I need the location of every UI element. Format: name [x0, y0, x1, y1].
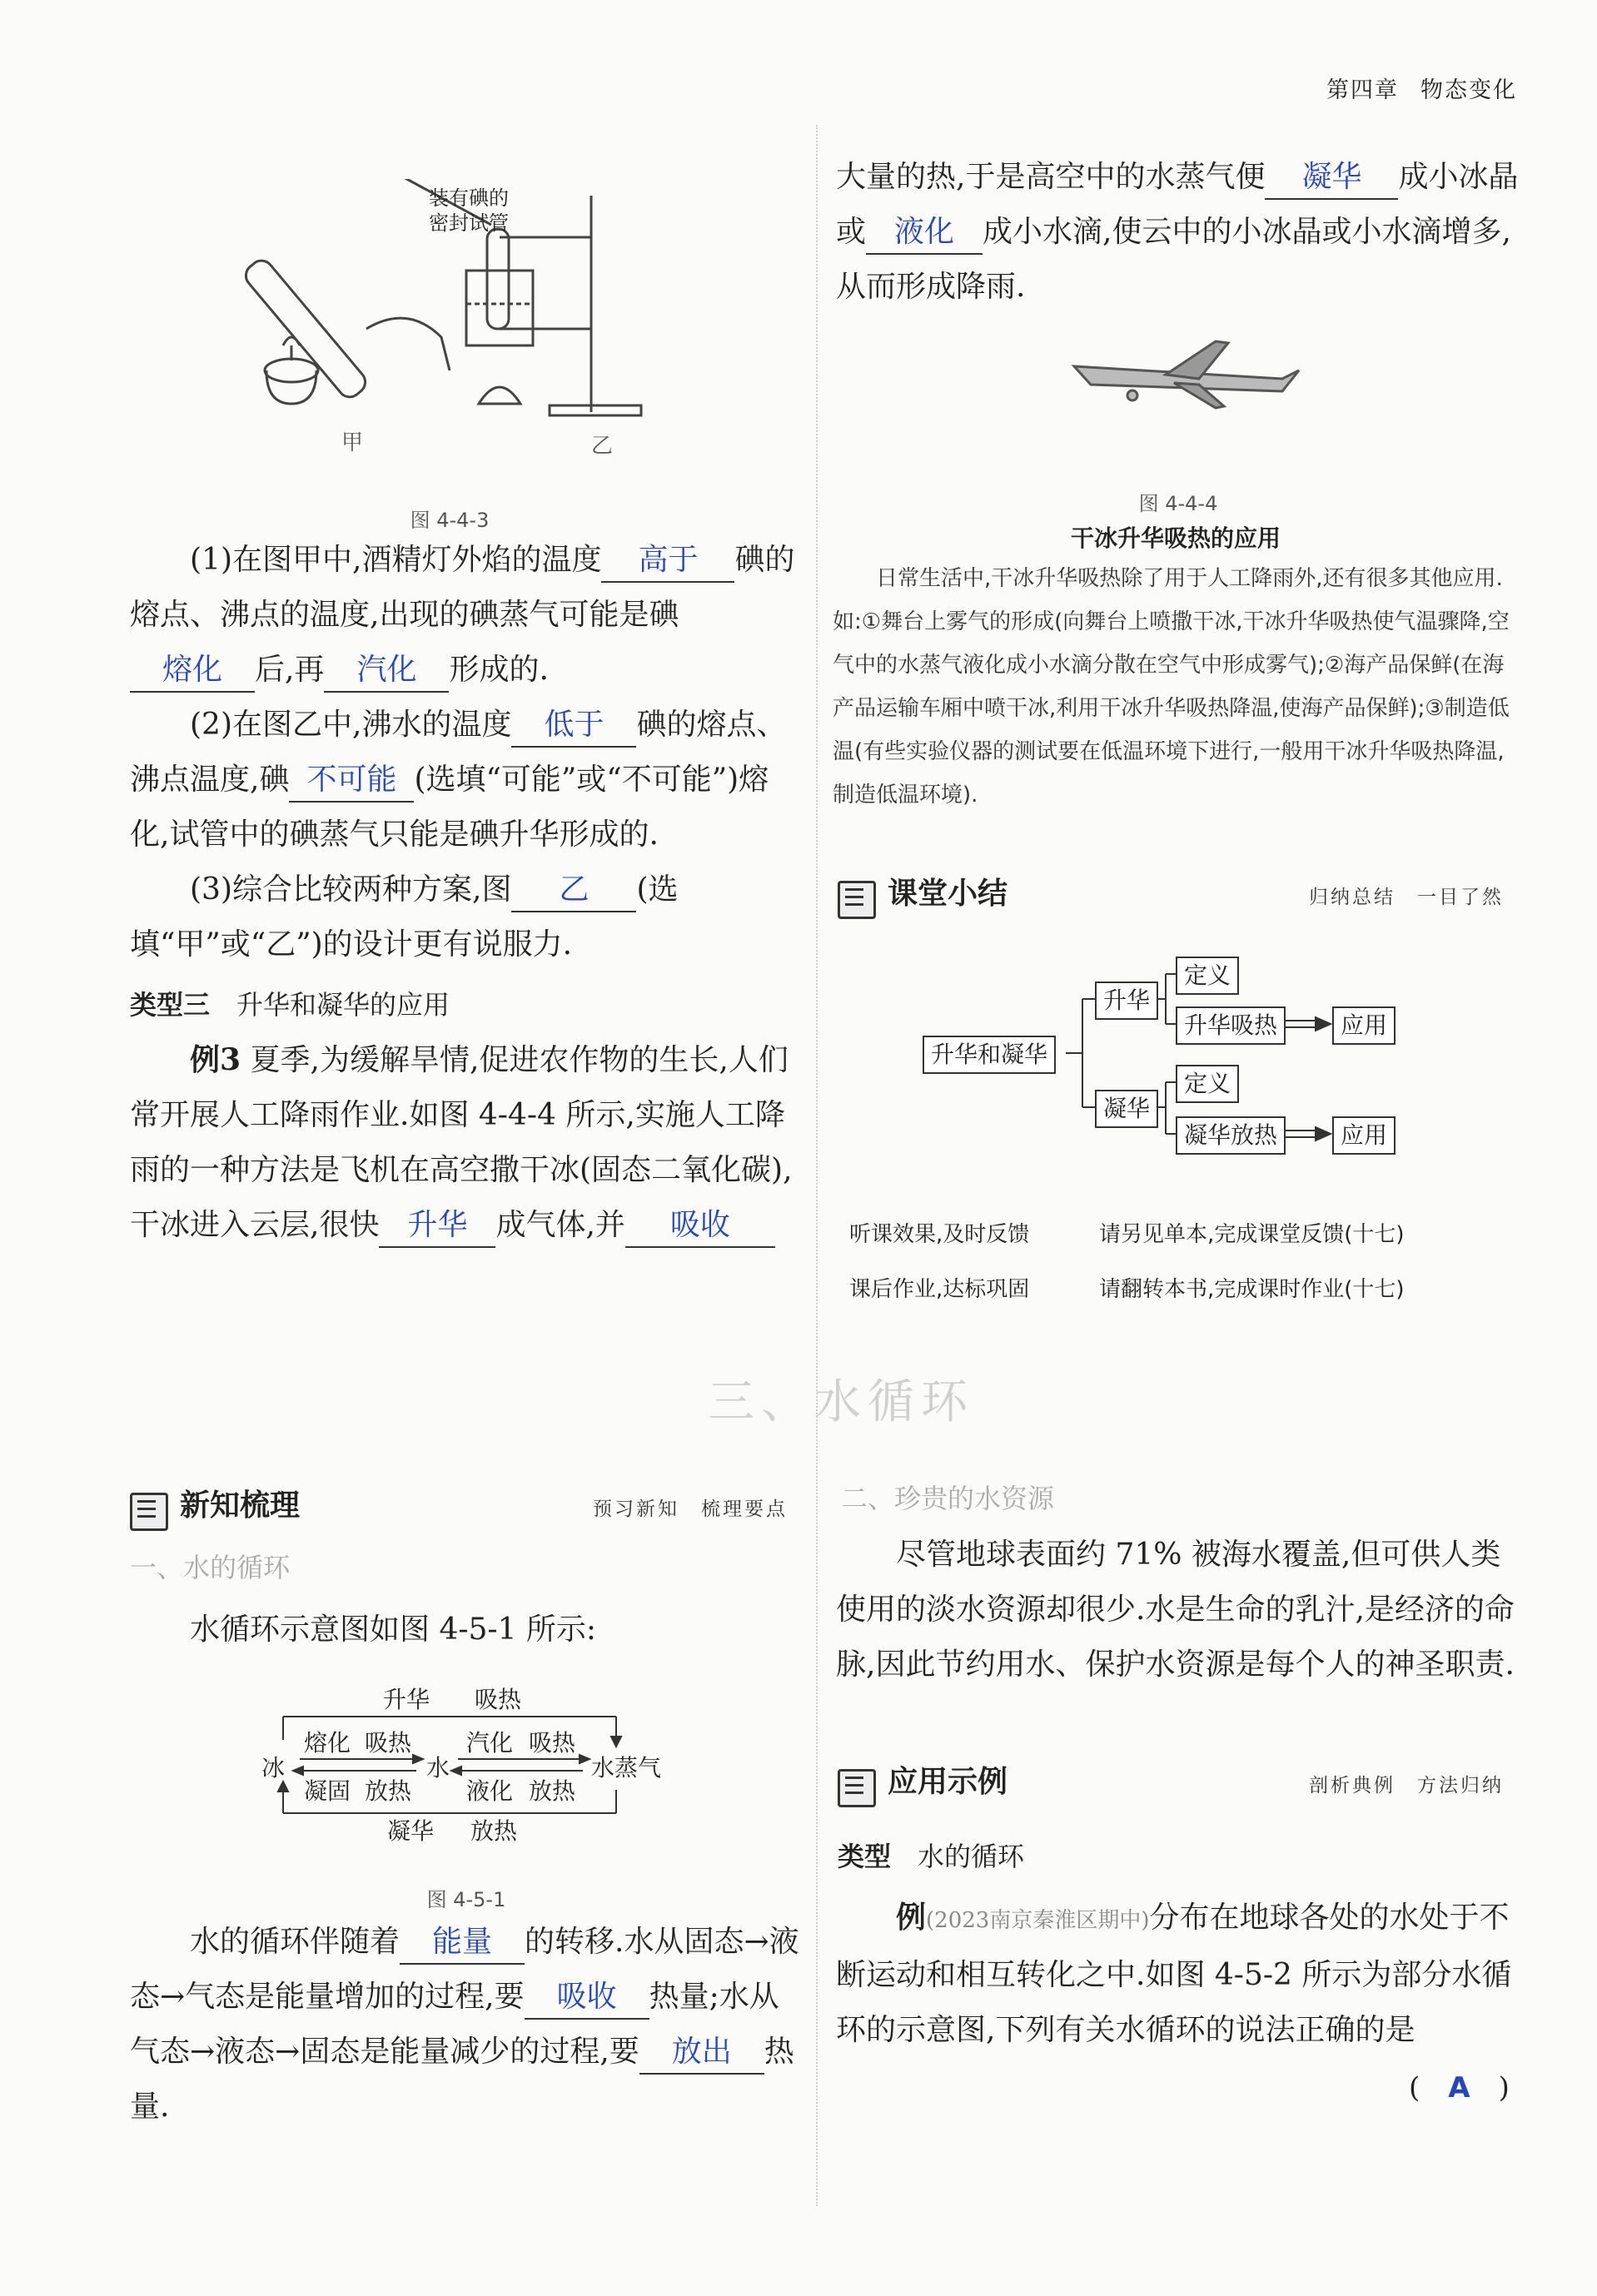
figure-4-4-3-caption: 图 4-4-3 [410, 509, 490, 532]
type3-heading [130, 977, 803, 1032]
figure-label-b: 乙 [591, 434, 614, 459]
qcycle-text-mid1: 的转移.水从固态→液态→气态是能量增加的过程,要 [130, 1925, 799, 2014]
q1-text-mid2: 后,再 [255, 653, 325, 687]
qcycle-text-post: 热量. [130, 2035, 794, 2124]
feedback-line-1 [849, 1207, 1515, 1262]
water-resource-text: 尽管地球表面约 71% 被海水覆盖,但可供人类使用的淡水资源却很少.水是生命的乳汁,是经济的命脉,因此节约用水、保护水资源是每个人的神圣职责. [836, 1538, 1515, 1682]
q1-text-post: 形成的. [449, 653, 549, 687]
apply-header [838, 1758, 1512, 1807]
summary-release-heat: 凝华放热 [1176, 1116, 1286, 1155]
summary-absorb-heat: 升华吸热 [1176, 1006, 1286, 1045]
summary-node-sublimation: 升华 [1095, 982, 1158, 1020]
feedback-line-2 [849, 1262, 1515, 1317]
feedback-1-left: 听课效果,及时反馈 [849, 1222, 1030, 1247]
q1-answer-3: 汽化 [324, 649, 449, 693]
q1-answer-1: 高于 [601, 539, 734, 583]
question-2 [130, 698, 803, 862]
apply-title: 应用示例 [888, 1765, 1008, 1799]
airplane-illustration [1057, 333, 1307, 416]
dry-ice-text: 日常生活中,干冰升华吸热除了用于人工降雨外,还有很多其他应用.如:①舞台上雾气的形成(向舞台上喷撒干冰,干冰升华吸热使气温骤降,空气中的水蒸气液化成小水滴分散在空气中形成雾气);②海产品保鲜(在海产品运输车厢中喷干冰,利用干冰升华吸热降温,使海产品保鲜);③制造低温(有些实验仪器的测试要在低温环境下进行,一般用干冰升华吸热降温,制造低温环境). [833, 566, 1510, 808]
water-resource-text-block [836, 1528, 1519, 1692]
summary-root: 升华和凝华 [923, 1036, 1056, 1074]
question-1 [130, 533, 803, 698]
cycle-r2a: 凝固 [304, 1777, 351, 1805]
feedback-1-right: 请另见单本,完成课堂反馈(十七) [1099, 1222, 1405, 1247]
q1-text-pre: (1)在图甲中,酒精灯外焰的温度 [190, 543, 602, 577]
feedback-2-right: 请翻转本书,完成课时作业(十七) [1099, 1277, 1405, 1302]
apply-type-title: 水的循环 [918, 1841, 1025, 1872]
new-knowledge-header [130, 1482, 796, 1531]
page-header [1305, 72, 1517, 104]
water-cycle-question-text [130, 1915, 803, 2134]
qcycle-text-pre: 水的循环伴随着 [190, 1925, 400, 1959]
qcycle-text-mid2: 热量;水从气态→液态→固态是能量减少的过程,要 [130, 1980, 779, 2069]
apply-example [836, 1890, 1519, 2058]
apply-example-label: 例 [896, 1900, 927, 1935]
ex3-answer-2: 吸收 [625, 1205, 775, 1248]
q1-text-mid1: 碘的熔点、沸点的温度,出现的碘蒸气可能是碘 [130, 543, 795, 632]
new-knowledge-icon [130, 1493, 168, 1531]
ex3-continued [836, 150, 1519, 315]
qcycle-answer-1: 能量 [400, 1921, 525, 1965]
apply-type-label: 类型 [838, 1841, 892, 1872]
summary-node-desublimation: 凝华 [1095, 1090, 1158, 1128]
figure-4-4-3 [200, 179, 666, 459]
apply-example-body: 分布在地球各处的水处于不断运动和相互转化之中.如图 4-5-2 所示为部分水循环的示意图,下列有关水循环的说法正确的是 [836, 1901, 1512, 2047]
summary-definition-1: 定义 [1176, 957, 1239, 995]
ex3-text-mid2: 大量的热,于是高空中的水蒸气便 [836, 160, 1266, 194]
q2-text-post: (选填“可能”或“不可能”)熔化,试管中的碘蒸气只能是碘升华形成的. [130, 763, 769, 852]
answer-choice: A [1448, 2071, 1470, 2105]
cycle-r1b: 吸热 [365, 1729, 412, 1757]
summary-subtitle: 归纳总结 一目了然 [1309, 887, 1504, 908]
summary-definition-2: 定义 [1176, 1065, 1239, 1103]
apply-example-text [836, 1890, 1519, 2058]
water-cycle-question [130, 1915, 803, 2134]
cycle-r1a: 熔化 [304, 1729, 351, 1757]
ex3-text-mid1: 成气体,并 [495, 1208, 625, 1242]
summary-diagram [916, 949, 1482, 1165]
ex3-continued-text [836, 150, 1519, 315]
ex3-label: 例3 [190, 1042, 241, 1077]
cycle-vapor: 水蒸气 [591, 1754, 662, 1782]
cycle-r1d: 吸热 [529, 1729, 576, 1757]
chapter-title: 物态变化 [1420, 77, 1517, 103]
q2-text-pre: (2)在图乙中,沸水的温度 [190, 708, 512, 742]
water-cycle-subheading: 一、水的循环 [130, 1552, 291, 1583]
figure-4-4-4 [1057, 333, 1307, 416]
cycle-r2d: 放热 [529, 1777, 576, 1805]
answer-bracket: ( A ) [1409, 2071, 1510, 2105]
new-knowledge-title: 新知梳理 [180, 1488, 301, 1523]
water-resource-subheading: 二、珍贵的水资源 [841, 1483, 1055, 1514]
example-3 [130, 1032, 803, 1253]
new-knowledge-subtitle: 预习新知 梳理要点 [593, 1498, 788, 1520]
cycle-bottom-2: 放热 [470, 1817, 518, 1845]
figure-4-4-4-caption: 图 4-4-4 [1138, 492, 1218, 515]
question-3 [130, 862, 803, 972]
q3-answer-1: 乙 [511, 869, 636, 912]
summary-title: 课堂小结 [888, 877, 1008, 911]
ex3-text1: 夏季,为缓解旱情,促进农作物的生长,人们常开展人工降雨作业.如图 4-4-4 所示,实施人工降雨的一种方法是飞机在高空撒干冰(固态二氧化碳),干冰进入云层,很快 [130, 1043, 793, 1242]
q2-answer-2: 不可能 [289, 759, 414, 803]
apply-subtitle: 剖析典例 方法归纳 [1309, 1775, 1504, 1797]
figure-label-a: 甲 [341, 430, 364, 455]
q2-text-mid1: 碘的熔点、沸点温度,碘 [130, 708, 787, 797]
cycle-r1c: 汽化 [466, 1729, 514, 1757]
chapter-label: 第四章 [1326, 77, 1399, 103]
column-divider [816, 125, 818, 2206]
apply-icon [838, 1769, 876, 1807]
q3-text-post: (选填“甲”或“乙”)的设计更有说服力. [130, 872, 679, 962]
cycle-ice: 冰 [261, 1754, 286, 1782]
qcycle-answer-2: 吸收 [525, 1976, 649, 2020]
cycle-r2b: 放热 [365, 1777, 412, 1805]
q3-text-pre: (3)综合比较两种方案,图 [190, 872, 512, 907]
water-cycle-intro: 水循环示意图如图 4-5-1 所示: [190, 1613, 597, 1647]
ex3-answer-1: 升华 [379, 1205, 495, 1248]
ex3-answer-4: 液化 [866, 211, 983, 255]
cycle-water: 水 [426, 1754, 450, 1782]
type3-label: 类型三 [130, 989, 211, 1021]
q2-answer-1: 低于 [511, 704, 636, 748]
figure-4-5-1-caption: 图 4-5-1 [426, 1888, 506, 1911]
dry-ice-title: 干冰升华吸热的应用 [1070, 524, 1281, 552]
summary-icon [838, 881, 876, 919]
summary-application-2: 应用 [1332, 1116, 1396, 1155]
summary-application-1: 应用 [1332, 1006, 1396, 1045]
apply-example-source: (2023南京秦淮区期中) [926, 1908, 1150, 1933]
cycle-top-1: 升华 [383, 1686, 430, 1713]
tube-label [429, 186, 509, 236]
qcycle-answer-3: 放出 [639, 2031, 764, 2075]
feedback-lines [849, 1207, 1515, 1317]
feedback-2-left: 课后作业,达标巩固 [849, 1277, 1030, 1302]
ex3-answer-3: 凝华 [1265, 157, 1398, 200]
ex3-text-post: 成小水滴,使云中的小冰晶或小水滴增多,从而形成降雨. [836, 215, 1511, 304]
tube-label-line2: 密封试管 [429, 211, 509, 235]
summary-header [838, 870, 1512, 919]
ex3-text-mid3: 成小冰晶或 [836, 160, 1519, 249]
section-title: 三、水循环 [708, 1375, 974, 1429]
questions-block [130, 533, 803, 1253]
apply-type-heading [838, 1836, 1024, 1874]
type3-title: 升华和凝华的应用 [236, 989, 450, 1021]
tube-label-line1: 装有碘的 [429, 186, 509, 210]
q1-answer-2: 熔化 [130, 649, 255, 693]
dry-ice-note [833, 520, 1519, 817]
cycle-r2c: 液化 [466, 1777, 514, 1805]
cycle-top-2: 吸热 [475, 1686, 522, 1713]
cycle-bottom-1: 凝华 [387, 1817, 435, 1845]
water-cycle-diagram [261, 1673, 683, 1845]
